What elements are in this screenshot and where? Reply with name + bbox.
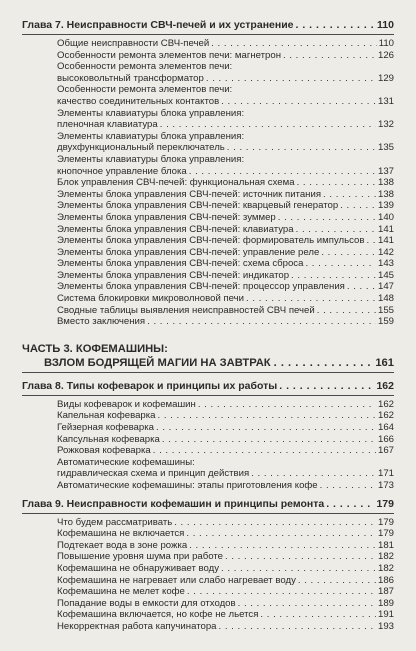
dot-leader (296, 224, 376, 236)
dot-leader (305, 258, 376, 270)
toc-entry (57, 517, 394, 529)
toc-entry-page: 143 (377, 258, 394, 270)
dot-leader (158, 410, 376, 422)
dot-leader (225, 551, 376, 563)
part-title-line2: ВЗЛОМ БОДРЯЩЕЙ МАГИИ НА ЗАВТРАК (44, 356, 271, 369)
toc-entry-text: Элементы блока управления СВЧ-печей: схема сброса (57, 258, 304, 270)
toc-entry-text: Автоматические кофемашины: этапы приготовления кофе (57, 480, 318, 491)
dot-leader (219, 621, 376, 633)
toc-entry-page: 148 (377, 293, 394, 305)
toc-entry-text: двухфункциональный переключатель (57, 142, 225, 154)
chapter-page: 110 (377, 19, 394, 31)
toc-entry-page: 193 (377, 620, 394, 632)
toc-entry-text: Кофемашина не мелет кофе (57, 586, 185, 598)
toc-entry (57, 247, 394, 259)
toc-entry-text-line1: Автоматические кофемашины: (57, 456, 195, 468)
part-title-line1: ЧАСТЬ 3. КОФЕМАШИНЫ: (22, 342, 168, 355)
toc-entry-text-line1: Особенности ремонта элементов печи: (57, 61, 233, 73)
toc-entry (57, 293, 394, 305)
toc-entry-page: 126 (377, 49, 394, 61)
toc-entry-page: 162 (377, 398, 394, 410)
chapter-page: 162 (376, 379, 394, 392)
toc-entry (57, 212, 394, 224)
toc-entry-page: 186 (377, 574, 394, 586)
toc-entry-page: 182 (377, 562, 394, 574)
dot-leader (317, 305, 376, 317)
chapter-rule (22, 34, 394, 35)
toc-entry-text: Кофемашина не нагревает или слабо нагревает воду (57, 574, 296, 586)
toc-entry-page: 139 (377, 200, 394, 212)
toc-entry (57, 61, 394, 84)
toc-entry-page: 171 (377, 468, 394, 480)
toc-entry-text: Элементы блока управления СВЧ-печей: источник питания (57, 188, 322, 200)
dot-leader (186, 528, 376, 540)
toc-entry-page: 181 (377, 539, 394, 551)
toc-entry-page: 138 (377, 188, 394, 200)
toc-entry (57, 540, 394, 552)
toc-entry-text: Элементы блока управления СВЧ-печей: зуммер (57, 211, 276, 223)
toc-entry (57, 422, 394, 434)
toc-entry (57, 434, 394, 446)
toc-entry-page: 110 (378, 38, 394, 49)
toc-entry-page: 191 (377, 609, 394, 621)
toc-entry-text: Капельная кофеварка (57, 410, 156, 422)
toc-entry (57, 270, 394, 282)
dot-leader (189, 540, 376, 552)
dot-leader (347, 281, 376, 293)
toc-entry-page: 147 (377, 281, 394, 293)
toc-entry-page: 155 (377, 304, 394, 316)
toc-entry-text: Элементы блока управления СВЧ-печей: клавиатура (57, 223, 294, 235)
toc-entry-text: Подтекает вода в зоне рожка (57, 539, 188, 551)
toc-entry-text: Элементы блока управления СВЧ-печей: индикатор (57, 269, 290, 281)
toc-entry (57, 281, 394, 293)
dot-leader (160, 119, 376, 131)
toc-entry (57, 84, 394, 107)
toc-entry-page: 129 (377, 72, 394, 84)
dot-leader (206, 73, 376, 85)
toc-entry-page: 132 (377, 119, 394, 131)
dot-leader (326, 498, 374, 510)
dot-leader (162, 434, 376, 446)
toc-entry-page: 140 (377, 211, 394, 223)
toc-entry-text: Кофемашина включается, но кофе не льется (57, 609, 259, 621)
toc-entry-page: 187 (377, 586, 394, 598)
part-rule (22, 372, 394, 373)
toc-entry-text: Элементы блока управления СВЧ-печей: формирователь импульсов (57, 235, 365, 247)
chapter-title: Глава 8. Типы кофеварок и принципы их работы (22, 379, 278, 392)
toc-entry-text: Особенности ремонта элементов печи: магнетрон (57, 49, 282, 61)
chapter-8-entries (22, 399, 394, 492)
toc-entry-text: кнопочное управление блока (57, 165, 187, 177)
toc-entry-page: 145 (377, 269, 394, 281)
toc-entry (57, 575, 394, 587)
toc-entry (57, 586, 394, 598)
dot-leader (296, 19, 376, 31)
toc-entry-page: 162 (377, 410, 394, 422)
toc-entry-page: 179 (377, 528, 394, 540)
toc-entry-page: 159 (377, 316, 394, 328)
toc-entry-text: Общие неисправности СВЧ-печей (57, 38, 210, 49)
chapter-9-heading (22, 497, 394, 510)
toc-entry (57, 563, 394, 575)
dot-leader (189, 166, 376, 178)
dot-leader (221, 96, 376, 108)
dot-leader (323, 189, 376, 201)
toc-entry-text: Гейзерная кофеварка (57, 422, 154, 434)
toc-entry-text: Сводные таблицы выявления неисправностей СВЧ печей (57, 304, 315, 316)
dot-leader (221, 563, 376, 575)
dot-leader (279, 380, 374, 392)
toc-entry-text: высоковольтный трансформатор (57, 72, 204, 84)
toc-entry (57, 528, 394, 540)
chapter-rule (22, 395, 394, 396)
toc-entry (57, 258, 394, 270)
toc-entry-text: пленочная клавиатура (57, 119, 158, 131)
chapter-7-heading (22, 18, 394, 31)
chapter-9-entries (22, 517, 394, 633)
dot-leader (366, 235, 376, 247)
toc-entry (57, 621, 394, 633)
toc-entry-page: 138 (377, 177, 394, 189)
toc-entry (57, 410, 394, 422)
toc-entry-text: Виды кофеварок и кофемашин (57, 398, 196, 410)
chapter-title: Глава 9. Неисправности кофемашин и принципы ремонта (22, 497, 325, 510)
toc-entry-text: Повышение уровня шума при работе (57, 551, 223, 563)
dot-leader (227, 142, 376, 154)
toc-entry-page: 173 (377, 480, 394, 491)
toc-entry-text: Блок управления СВЧ-печей: функциональная схема (57, 177, 295, 189)
chapter-7-entries (22, 38, 394, 328)
toc-entry-page: 135 (377, 142, 394, 154)
toc-entry (57, 108, 394, 131)
toc-entry-page: 179 (377, 516, 394, 528)
part-page: 161 (375, 356, 394, 369)
toc-entry-text-line1: Элементы клавиатуры блока управления: (57, 153, 245, 165)
dot-leader (147, 316, 376, 328)
toc-entry (57, 235, 394, 247)
dot-leader (321, 247, 376, 259)
dot-leader (156, 422, 376, 434)
toc-entry (57, 551, 394, 563)
dot-leader (246, 293, 376, 305)
chapter-page: 179 (376, 497, 394, 510)
toc-entry-text: Рожковая кофеварка (57, 445, 151, 457)
toc-entry-page: 182 (377, 551, 394, 563)
toc-entry (57, 480, 394, 492)
toc-entry-text: Элементы блока управления СВЧ-печей: управление реле (57, 246, 320, 258)
toc-entry-page: 141 (377, 223, 394, 235)
toc-entry-page: 141 (377, 235, 394, 247)
dot-leader (340, 200, 376, 212)
toc-entry-page: 167 (377, 445, 394, 457)
dot-leader (187, 586, 376, 598)
dot-leader (198, 399, 376, 411)
toc-entry (57, 131, 394, 154)
toc-entry (57, 154, 394, 177)
toc-entry (57, 200, 394, 212)
toc-entry-text: гидравлическая схема и принцип действия (57, 468, 250, 480)
toc-entry (57, 305, 394, 317)
toc-entry-page: 142 (377, 246, 394, 258)
toc-entry-text: качество соединительных контактов (57, 95, 220, 107)
toc-entry-text-line1: Элементы клавиатуры блока управления: (57, 107, 245, 119)
dot-leader (298, 575, 376, 587)
chapter-8-heading (22, 379, 394, 392)
toc-entry-text: Капсульная кофеварка (57, 433, 160, 445)
dot-leader (238, 598, 376, 610)
toc-entry-text: Некорректная работа капучинатора (57, 620, 217, 632)
dot-leader (297, 177, 376, 189)
toc-entry-page: 137 (377, 165, 394, 177)
toc-entry (57, 38, 394, 50)
dot-leader (251, 468, 376, 480)
toc-entry-text: Попадание воды в емкости для отходов (57, 597, 236, 609)
toc-entry-text: Система блокировки микроволновой печи (57, 293, 245, 305)
toc-entry-page: 189 (377, 597, 394, 609)
toc-entry (57, 316, 394, 328)
dot-leader (283, 50, 376, 62)
dot-leader (278, 212, 376, 224)
dot-leader (153, 445, 376, 457)
toc-entry-page: 164 (377, 422, 394, 434)
toc-entry-text: Вместо заключения (57, 316, 146, 328)
toc-entry (57, 50, 394, 62)
toc-entry (57, 177, 394, 189)
toc-entry (57, 598, 394, 610)
dot-leader (291, 270, 376, 282)
chapter-title: Глава 7. Неисправности СВЧ-печей и их устранение (22, 19, 294, 31)
toc-entry-text: Элементы блока управления СВЧ-печей: процессор управления (57, 281, 345, 293)
chapter-rule (22, 513, 394, 514)
toc-entry-text-line1: Особенности ремонта элементов печи: (57, 84, 233, 96)
dot-leader (260, 609, 376, 621)
toc-entry (57, 399, 394, 411)
toc-entry-page: 166 (377, 433, 394, 445)
toc-entry (57, 189, 394, 201)
toc-entry-text-line1: Элементы клавиатуры блока управления: (57, 130, 245, 142)
toc-entry-page: 131 (377, 95, 394, 107)
toc-entry-text: Что будем рассматривать (57, 516, 173, 528)
toc-entry-text: Элементы блока управления СВЧ-печей: кварцевый генератор (57, 200, 339, 212)
toc-entry (57, 609, 394, 621)
dot-leader (274, 356, 373, 370)
toc-entry-text: Кофемашина не обнаруживает воду (57, 562, 220, 574)
toc-entry-text: Кофемашина не включается (57, 528, 185, 540)
dot-leader (320, 480, 376, 492)
dot-leader (211, 38, 377, 50)
toc-entry (57, 445, 394, 457)
part-3-heading (22, 342, 394, 370)
toc-entry (57, 457, 394, 480)
toc-entry (57, 224, 394, 236)
dot-leader (174, 517, 376, 529)
